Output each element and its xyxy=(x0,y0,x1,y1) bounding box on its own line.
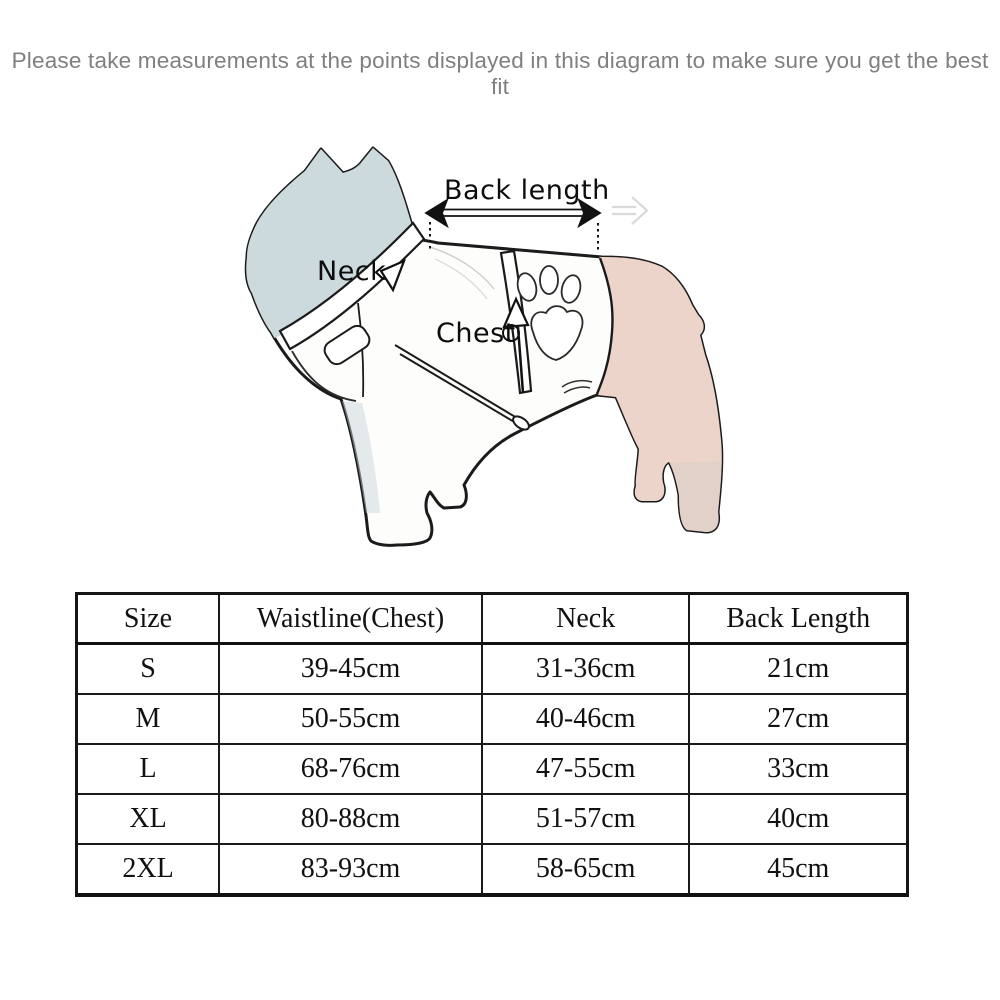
cell-waistline: 80-88cm xyxy=(219,794,482,844)
measurement-diagram xyxy=(230,135,750,580)
cell-neck: 40-46cm xyxy=(482,694,689,744)
cell-waistline: 39-45cm xyxy=(219,644,482,695)
cell-neck: 47-55cm xyxy=(482,744,689,794)
cell-back-length: 45cm xyxy=(689,844,907,895)
cell-size: 2XL xyxy=(77,844,220,895)
cell-neck: 31-36cm xyxy=(482,644,689,695)
dog-hip-tint xyxy=(596,247,750,580)
chest-label: Chest xyxy=(436,318,516,349)
size-table-section xyxy=(75,592,909,897)
cell-waistline: 83-93cm xyxy=(219,844,482,895)
table-row xyxy=(77,844,908,895)
cell-size: XL xyxy=(77,794,220,844)
column-header-back-length: Back Length xyxy=(689,594,907,644)
cell-neck: 58-65cm xyxy=(482,844,689,895)
cell-waistline: 50-55cm xyxy=(219,694,482,744)
size-table xyxy=(75,592,909,897)
cell-back-length: 21cm xyxy=(689,644,907,695)
cell-back-length: 27cm xyxy=(689,694,907,744)
table-header-row xyxy=(77,594,908,644)
column-header-waistline: Waistline(Chest) xyxy=(219,594,482,644)
cell-back-length: 33cm xyxy=(689,744,907,794)
cell-size: M xyxy=(77,694,220,744)
back-length-label: Back length xyxy=(444,175,610,206)
paw-toe-2 xyxy=(540,266,558,294)
hind-leg-shade xyxy=(666,461,724,535)
instruction-header: Please take measurements at the points displayed in this diagram to make sure you get the best fit xyxy=(11,48,989,99)
cell-waistline: 68-76cm xyxy=(219,744,482,794)
table-row xyxy=(77,694,908,744)
table-row xyxy=(77,744,908,794)
cell-neck: 51-57cm xyxy=(482,794,689,844)
neck-label: Neck xyxy=(317,256,387,287)
cell-back-length: 40cm xyxy=(689,794,907,844)
cell-size: L xyxy=(77,744,220,794)
table-row xyxy=(77,644,908,695)
table-row xyxy=(77,794,908,844)
column-header-neck: Neck xyxy=(482,594,689,644)
dog-measurement-illustration xyxy=(230,135,750,580)
column-header-size: Size xyxy=(77,594,220,644)
cell-size: S xyxy=(77,644,220,695)
